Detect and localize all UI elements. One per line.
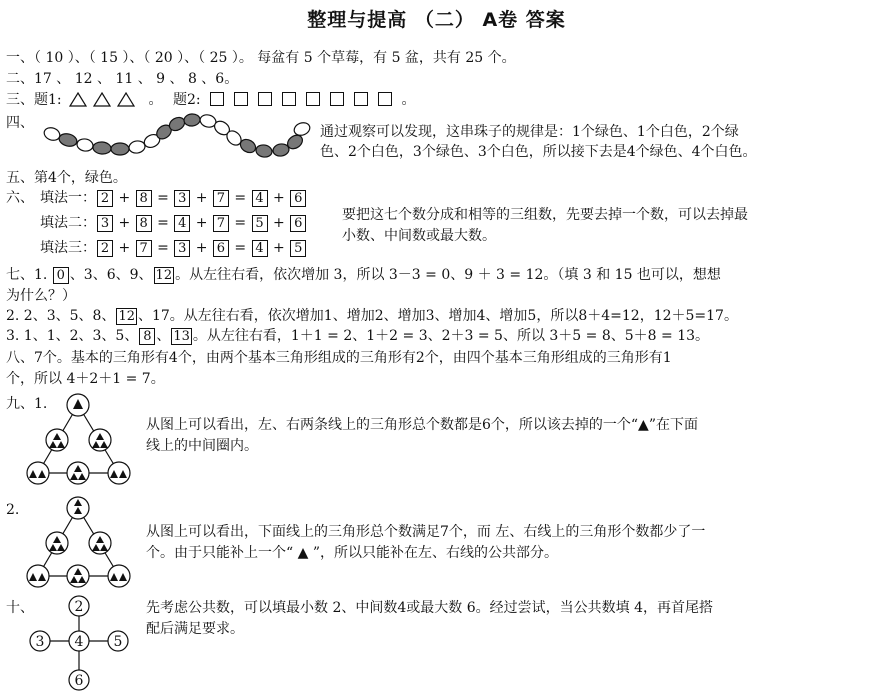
answer-box: 3 [174,190,190,207]
answer-box: 3 [174,240,190,257]
q6-row-name: 填法二： [40,215,96,231]
answer-box: 12 [118,309,135,324]
q3-t1: 题1: [34,92,62,108]
answer-box: 6 [290,190,306,207]
q6-row-3: 填法三： 2 + 7 = 3 + 6 = 4 + 5 [40,238,307,258]
q10-label: 十、 [6,600,34,616]
square-icon [306,92,320,106]
q4-line1: 通过观察可以发现，这串珠子的规律是：1个绿色、1个白色，2个绿 [320,124,739,140]
q9-n2: 2. [6,502,20,518]
q6-row-name: 填法三： [40,240,96,256]
q10-bottom-number: 6 [74,673,84,689]
q8-line1: 八、7个。基本的三角形有4个，由两个基本三角形组成的三角形有2个，由四个基本三角形组成的三角形有1 [6,350,672,366]
answer-box: 0 [53,267,69,284]
q9-text2-line2: 个。由于只能补上一个“ ▲ ”，所以只能补在左、右线的公共部分。 [146,545,558,561]
q6-row-name: 填法一： [40,190,96,206]
q2-line [6,69,238,89]
square-icon [354,92,368,106]
answer-box: 2 [97,190,113,207]
square-icon [234,92,248,106]
q10-left-number: 3 [35,634,45,650]
q10-top-number: 2 [74,599,84,615]
q5-line [6,168,127,188]
answer-box: 13 [173,329,190,344]
q10-right-number: 5 [113,634,123,650]
q2-label: 二、 [6,71,34,87]
q7-line1: 七、1. 0 、3、6、9、 12 。从左往右看，依次增加 3，所以 3－3 = 0、9 ＋ 3 = 12。（填 3 和 15 也可以，想想 [6,267,721,283]
q3-end: 。 [401,92,416,108]
triangle-icon [93,92,111,107]
q9-text1-line1: 从图上可以看出，左、右两条线上的三角形总个数都是6个，所以该去掉的一个“▲”在下面 [146,417,698,433]
q9-text2-line1: 从图上可以看出，下面线上的三角形总个数满足7个，而 左、右线上的三角形个数都少了一 [146,524,706,540]
q10-line2: 配后满足要求。 [146,621,244,637]
q4-label: 四、 [6,115,34,131]
q9-n1: 1. [34,396,48,412]
q3-line: 三、题1: 。 题2: 。 [6,92,416,108]
answer-box: 8 [136,190,152,207]
q1-label: 一、 [6,50,34,66]
q8-label: 八、 [6,350,34,366]
q5-label: 五、 [6,170,34,186]
q4-line2: 色、2个白色，3个绿色、3个白色，所以接下去是4个绿色、4个白色。 [320,144,757,160]
square-icon [210,92,224,106]
answer-box: 5 [290,240,306,257]
triangle-icon [69,92,87,107]
q6-note2: 小数、中间数或最大数。 [342,228,496,244]
q7-line2: 2. 2、3、5、8、 12 、17。从左往右看，依次增加1、增加2、增加3、增加4、增加5，所以8＋4=12，12＋5=17。 [6,308,738,324]
square-icon [378,92,392,106]
answer-box: 7 [213,190,229,207]
q10-center-number: 4 [74,634,84,650]
q7-line1b: 为什么？） [6,288,76,304]
q7-line3: 3. 1、1、2、3、5、 8 、 13 。从左往右看，1＋1 = 2、1＋2 = 3、2＋3 = 5、所以 3＋5 = 8、5＋8 = 13。 [6,328,710,344]
answer-box: 2 [97,240,113,257]
q7-label: 七、 [6,267,34,283]
q9-label: 九、1. [6,396,48,412]
q3-label: 三、 [6,92,34,108]
answer-box: 4 [174,215,190,232]
answer-box: 6 [213,240,229,257]
square-icon [282,92,296,106]
q1-text: （ 10 ）、（ 15 ）、（ 20 ）、（ 25 ）。 每盆有 5 个草莓，有 5 盆，共有 25 个。 [34,50,516,66]
q10-line1: 先考虑公共数，可以填最小数 2、中间数4或最大数 6。经过尝试，当公共数填 4，再首尾搭 [146,600,713,616]
triangle-diagram-1 [24,393,134,493]
q1-line [6,48,516,68]
answer-box: 6 [290,215,306,232]
answer-box: 8 [136,215,152,232]
answer-box: 4 [252,240,268,257]
answer-box: 4 [252,190,268,207]
q6-row-2: 填法二： 3 + 8 = 4 + 7 = 5 + 6 [40,213,307,233]
answer-box: 3 [97,215,113,232]
answer-box: 8 [139,328,155,345]
triangle-icon [117,92,135,107]
q6-note1: 要把这七个数分成和相等的三组数，先要去掉一个数，可以去掉最 [342,207,748,223]
answer-box: 7 [136,240,152,257]
triangle-diagram-2 [24,496,134,596]
square-icon [330,92,344,106]
answer-box: 7 [213,215,229,232]
q8-line2: 个，所以 4＋2＋1 = 7。 [6,371,165,387]
answer-box: 5 [252,215,268,232]
q9-text1-line2: 线上的中间圈内。 [146,438,258,454]
q5-text: 第4个，绿色。 [34,170,127,186]
bead-string-illustration [40,112,312,164]
page-title: 整理与提高 （二） A卷 答案 [307,9,566,31]
q3-t2: 题2: [172,92,201,108]
square-icon [258,92,272,106]
q6-row-1: 填法一： 2 + 8 = 3 + 7 = 4 + 6 [40,188,307,208]
q2-text: 17 、 12 、 11 、 9 、 8 、6。 [34,71,239,87]
q6-label: 六、 [6,190,34,206]
answer-box: 12 [155,268,173,283]
